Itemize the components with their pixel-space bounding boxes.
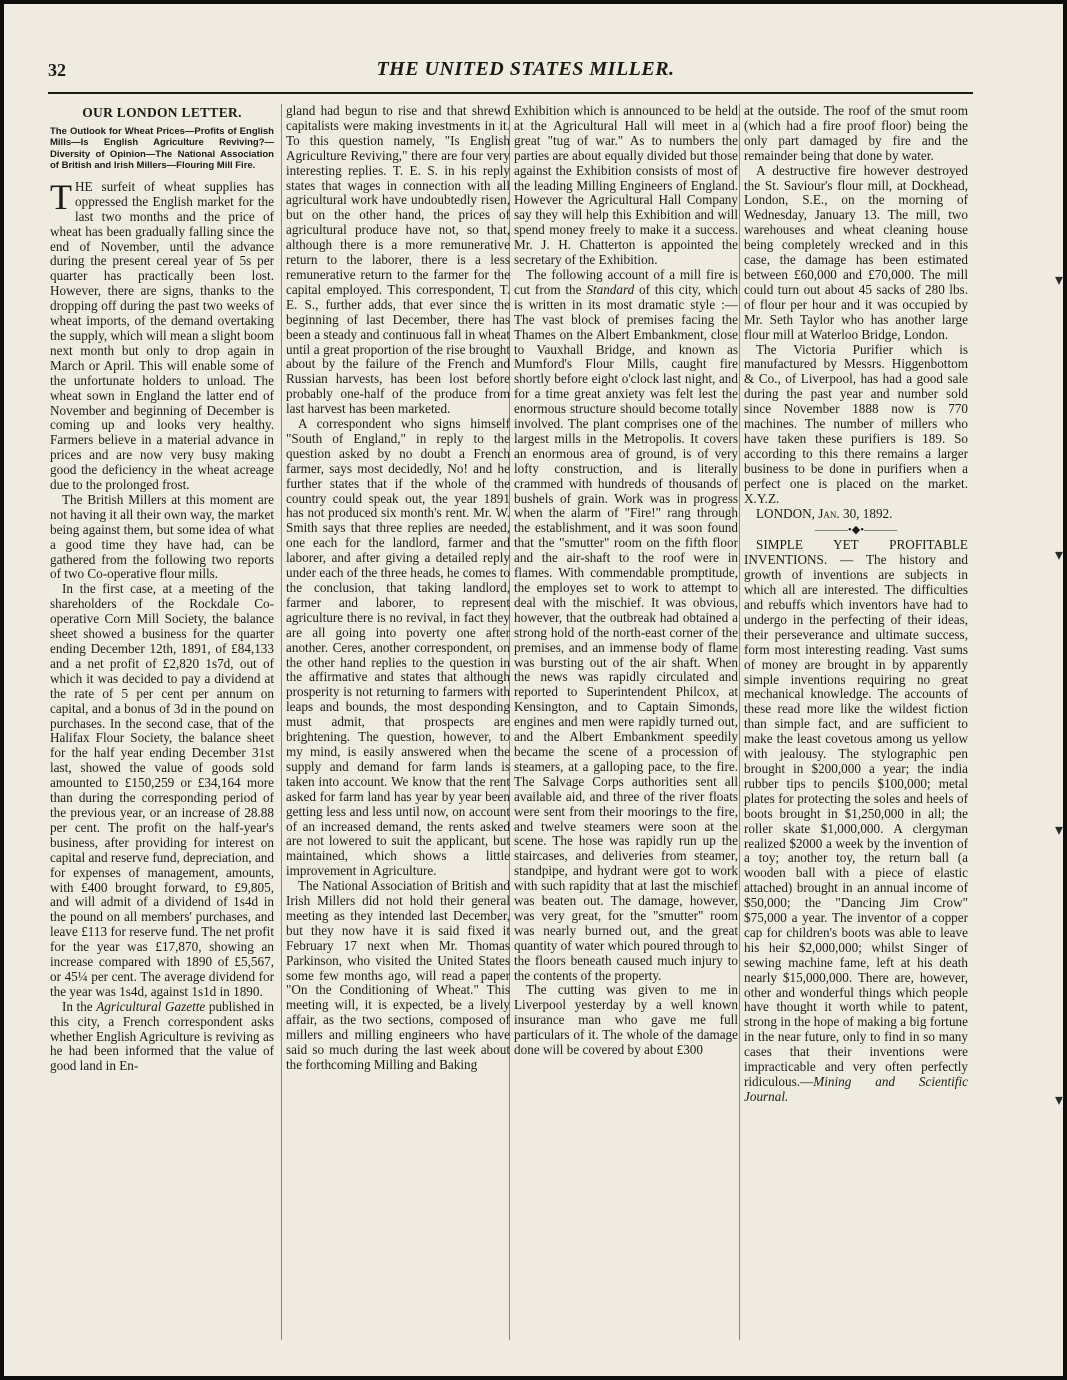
- publication-name: Agricultural Gazette: [96, 998, 206, 1014]
- drop-cap: T: [50, 176, 72, 217]
- paragraph: gland had begun to rise and that shrewd capitalists were making investments in it. To this question namely, "Is English Agriculture Reviving," there are four very interesting replies. T. E. S. in his reply states that wages in connection with all agricultural work have undoubtedly risen, but on the other hand, the prices of agricultural produce have not, so that, although there is a more remunerative return to the laborer, there is a less remunerative return to the farmer for the capital employed. This correspondent, T. E. S., further adds, that ever since the beginning of last December, there has been a steady and continuous fall in wheat until a great proportion of the rise brought about by the failure of the French and Russian harvests, has been lost before probably one-half of the produce from last harvest has been marketed.: [286, 104, 510, 417]
- paragraph: Exhibition which is announced to be held at the Agricultural Hall will meet in a great "tug of war." As to numbers the parties are about equally divided but those against the Exhibition consists of most of the leading Milling Engineers of England. However the Agricultural Hall Company say they will help this Exhibition and will spend money freely to make it a success. Mr. J. H. Chatterton is appointed the secretary of the Exhibition.: [514, 104, 738, 268]
- margin-mark: ▾: [1054, 547, 1063, 564]
- header-rule: [48, 92, 973, 94]
- masthead-title: THE UNITED STATES MILLER.: [376, 58, 675, 80]
- paragraph: SIMPLE YET PROFITABLE INVENTIONS. — The history and growth of inventions are subjects in which all are interested. The difficulties and rebuffs which inventors have had to undergo in the perfecting of their ideas, their perseverance and ultimate success, form most interesting reading. Vast sums of money are brought in by apparently simple inventions requiring no great mechanical knowledge. The accounts of these read more like the wildest fiction than simple fact, and are sufficient to make the least covetous among us yellow with jealousy. The stylographic pen brought in $200,000 a year; the india rubber tips to pencils $100,000; metal plates for protecting the soles and heels of boots brought in $1,250,000 in all; the roller skate $1,000,000. A clergyman realized $2000 a week by the invention of a toy; another toy, the return ball (a wooden ball with a piece of elastic attached) brought in an annual income of $50,000; the "Dancing Jim Crow" $75,000 a year. The inventor of a copper cap for children's boots was able to leave his heir $2,000,000; whilst Singer of sewing machine fame, left at his death nearly $15,000,000. There are, however, other and wonderful things which people have thought it worth while to patent, strong in the hope of making a big fortune in the near future, only to find in so many cases that their inventions were impracticable and very often perfectly ridiculous.—Mining and Scientific Journal.: [744, 537, 968, 1104]
- section-divider: ———•◆•———: [814, 524, 898, 537]
- article-columns: [50, 104, 970, 1344]
- margin-mark: ▾: [1054, 1092, 1063, 1109]
- page-header: [48, 58, 1003, 88]
- column-3: [514, 104, 738, 1344]
- paragraph: In the Agricultural Gazette published in this city, a French correspondent asks whether English Agriculture is reviving as he had been informed that the value of good land in En-: [50, 998, 274, 1074]
- paragraph: The cutting was given to me in Liverpool yesterday by a well known insurance man who gave me full particulars of it. The whole of the damage done will be covered by about £300: [514, 982, 738, 1058]
- article-title: OUR LONDON LETTER.: [82, 105, 242, 120]
- source-citation: Mining and Scientific Journal.: [744, 1074, 968, 1104]
- margin-mark: ▾: [1054, 272, 1063, 289]
- dateline: LONDON, Jan. 30, 1892.: [756, 506, 893, 522]
- column-2: [286, 104, 510, 1344]
- margin-mark: ▾: [1054, 822, 1063, 839]
- publication-name: Standard: [586, 281, 635, 297]
- paragraph: at the outside. The roof of the smut room (which had a fire proof floor) being the only part damaged by fire and the remainder being that done by water.: [744, 104, 968, 163]
- article-subtitle: The Outlook for Wheat Prices—Profits of English Mills—Is English Agriculture Reviving?—Diversity of Opinion—The National Association of British and Irish Millers—Flouring Mill Fire.: [50, 125, 274, 172]
- paragraph: A destructive fire however destroyed the St. Saviour's flour mill, at Dockhead, London, S.E., on the morning of Wednesday, January 13. The mill, two warehouses and wheat cleaning house being completely wrecked and in this case, the damage has been estimated between £60,000 and £70,000. The mill could turn out about 45 sacks of 280 lbs. of flour per hour and it was occupied by Mr. Seth Taylor who has another large flour mill at Waterloo Bridge, London.: [744, 162, 968, 342]
- column-1: [50, 104, 274, 1344]
- page-number: 32: [48, 60, 66, 80]
- column-4: [744, 104, 968, 1344]
- paragraph: The Victoria Purifier which is manufactured by Messrs. Higgenbottom & Co., of Liverpool, has had a good sale during the past year and number sold since November 1888 now is 770 machines. The number of millers who have taken these purifiers is 189. So according to this there remains a larger business to be done in purifiers when a perfect one is placed on the market. X.Y.Z.: [744, 341, 968, 506]
- paragraph: THE surfeit of wheat supplies has oppressed the English market for the last two months and the price of wheat has been gradually falling since the end of November, until the advance during the present cereal year of 5s per quarter has practically been lost. However, there are signs, thanks to the dropping off during the past two weeks of wheat imports, of the demand overtaking the supply, which will mean a slight boom next month but only to drop again in March or April. This will enable some of the unfortunate holders to unload. The wheat sown in England the latter end of November and beginning of December is coming up and looks very healthy. Farmers believe in a material advance in prices and are now very busy making good the deficiency in the wheat acreage due to the prolonged frost.: [50, 176, 274, 493]
- paragraph: The following account of a mill fire is cut from the Standard of this city, which is written in its most dramatic style :— The vast block of premises facing the Thames on the Albert Embankment, close to Vauxhall Bridge, and known as Mumford's Flour Mills, caught fire shortly before eight o'clock last night, and for a time great anxiety was felt lest the enormous structure should become totally involved. The plant comprises one of the largest mills in the Metropolis. It covers an enormous area of ground, is of very lofty construction, and is literally crammed with hundreds of thousands of bushels of grain. Work was in progress when the alarm of "Fire!" rang through the establishment, and it was soon found that the "smutter" room on the fifth floor and the air-shaft to the roof were in flames. With commendable promptitude, the employes set to work to attempt to deal with the mischief. It was obvious, however, that the outbreak had obtained a strong hold of the north-east corner of the premises, and an immense body of flame was bursting out of the air shaft. When the news was rapidly circulated and reported to Superintendent Philcox, at Kensington, and to Captain Simonds, engines and men were rapidly turned out, and the Albert Embankment speedily became the scene of a procession of steamers, at a galloping pace, to the fire. The Salvage Corps authorities sent all available aid, and three of the river floats were sent from their moorings to the fire, and twelve steamers were soon at the scene. The hose was rapidly run up the staircases, and deliveries from steamer, standpipe, and hydrant were got to work with such rapidity that at last the mischief was beaten out. The damage, however, was very great, for the "smutter" room was nearly burned out, and the great quantity of water which poured through to the floors beneath caused much injury to the contents of the property.: [514, 266, 738, 983]
- section-heading: SIMPLE YET PROFITABLE INVENTIONS.: [744, 537, 968, 568]
- paragraph: The British Millers at this moment are not having it all their own way, the market being against them, but some idea of what a good time they have had, can be gathered from the following two reports of two Co-operative flour mills.: [50, 491, 274, 582]
- paragraph: A correspondent who signs himself "South of England," in reply to the question asked by no doubt a French farmer, says most decidedly, No! and he further states that if the whole of the country could speak out, the year 1891 has not produced six month's rent. Mr. W. Smith says that three replies are needed, one each for the landlord, farmer and laborer, and after giving a detailed reply under each of the three heads, he comes to the conclusion, that taking landlord, farmer and laborer, to represent agriculture there is no revival, in fact they are all going into poverty one after another. Ceres, another correspondent, on the other hand replies to the question in the affirmative and states that although prosperity is not returning to farmers with leaps and bounds, the most desponding must admit, that prospects are brightening. The question, however, to my mind, is easily answered when the supply and demand for farm lands is taken into account. We know that the rent asked for farm land has year by year been getting less and less until now, on account of an increased demand, the rents asked are not lowered to suit the applicant, but maintained, which shows a little improvement in Agriculture.: [286, 416, 510, 879]
- paragraph: The National Association of British and Irish Millers did not hold their general meeting as they intended last December, but they now have it is said fixed it February 17 next when Mr. Thomas Parkinson, who visited the United States some few months ago, will read a paper "On the Conditioning of Wheat." This meeting will, it is expected, be a lively affair, as the two sections, composed of millers and milling engineers who have said so much during the last week about the forthcoming Milling and Baking: [286, 878, 510, 1072]
- paragraph: In the first case, at a meeting of the shareholders of the Rockdale Co-operative Corn Mill Society, the balance sheet showed a business for the quarter ending December 12th, 1891, of £84,133 and a net profit of £2,820 1s7d, out of which it was decided to pay a dividend at the rate of 5 per cent per annum on capital, and a bonus of 3d in the pound on purchases. In the second case, that of the Halifax Flour Society, the balance sheet for the half year ending December 31st last, showed the value of goods sold amounted to £150,259 or £34,164 more than during the corresponding period of the previous year, or an increase of 28.88 per cent. The profit on the half-year's business, after providing for interest on capital and reserve fund, depreciation, and for expenses of management, amounts, with £400 brought forward, to £9,805, and will admit of a dividend of 1s4d in the pound on all members' purchases, and leave £113 for reserve fund. The net profit for the year was £17,870, showing an increase compared with 1890 of £5,567, or 45¼ per cent. The average dividend for the year was 1s4d, against 1s1d in 1890.: [50, 581, 274, 999]
